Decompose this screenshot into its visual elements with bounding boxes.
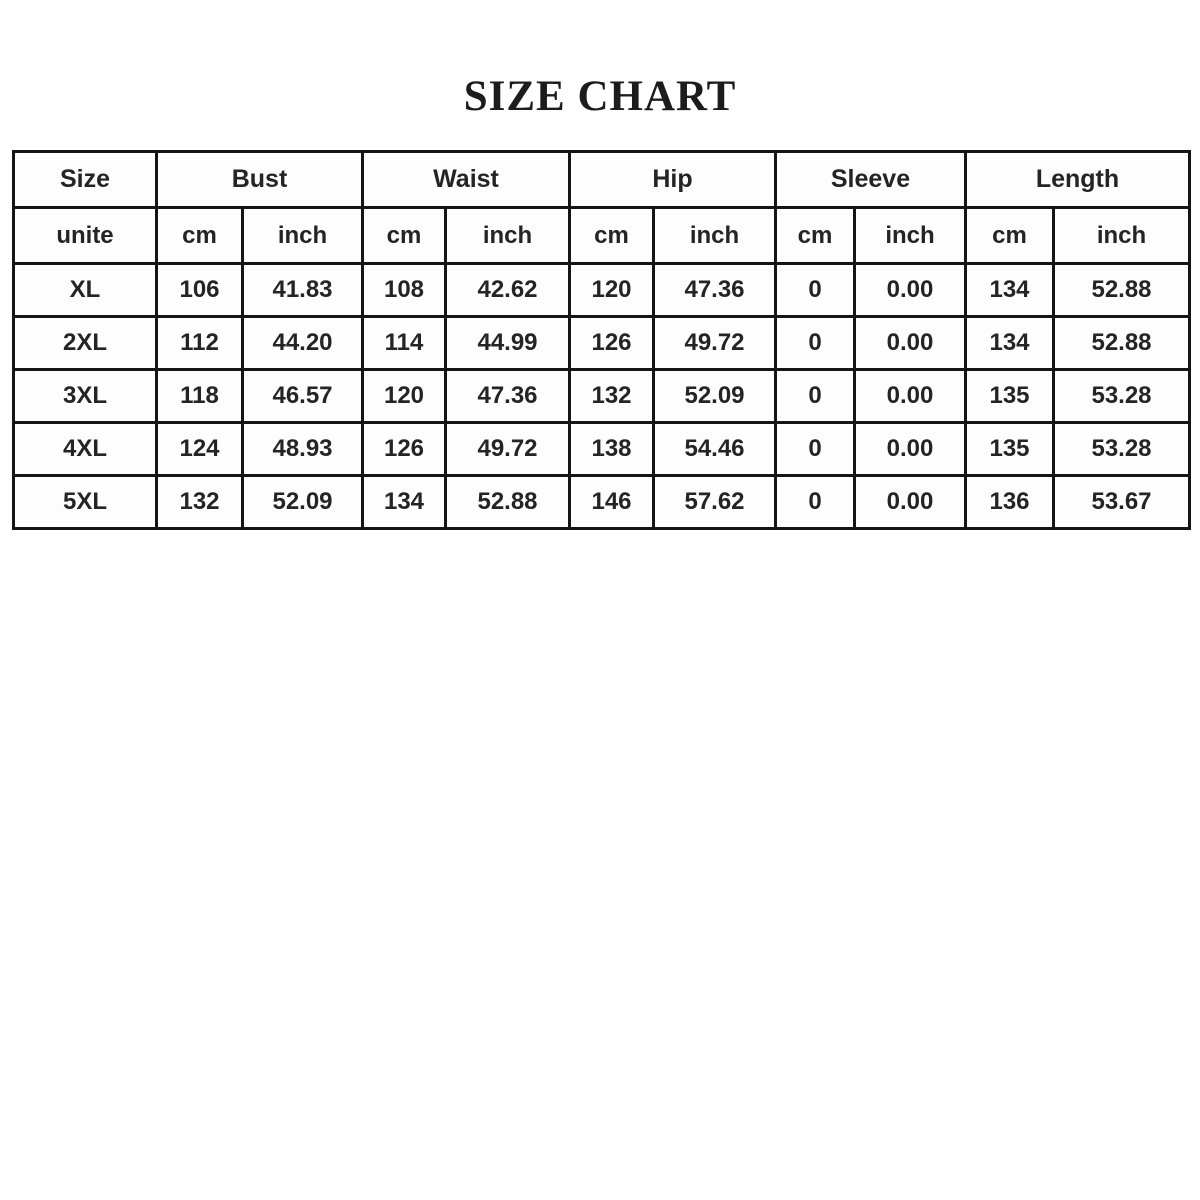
table-cell: 120 (363, 370, 446, 423)
table-cell: 52.88 (446, 476, 570, 529)
table-cell: 52.09 (654, 370, 776, 423)
unit-cell: inch (855, 208, 966, 264)
unit-cell: inch (446, 208, 570, 264)
table-cell: 146 (570, 476, 654, 529)
size-cell: 2XL (14, 317, 157, 370)
table-cell: 48.93 (243, 423, 363, 476)
table-cell: 124 (157, 423, 243, 476)
table-cell: 136 (966, 476, 1054, 529)
table-row-5xl (14, 476, 1190, 529)
table-cell: 52.88 (1054, 264, 1190, 317)
size-cell: 5XL (14, 476, 157, 529)
unit-cell: cm (570, 208, 654, 264)
unit-cell: inch (1054, 208, 1190, 264)
header-hip: Hip (570, 152, 776, 208)
unit-cell: cm (157, 208, 243, 264)
header-sleeve: Sleeve (776, 152, 966, 208)
table-cell: 106 (157, 264, 243, 317)
table-cell: 49.72 (654, 317, 776, 370)
unit-label-cell: unite (14, 208, 157, 264)
unit-cell: inch (654, 208, 776, 264)
table-cell: 0.00 (855, 264, 966, 317)
table-cell: 138 (570, 423, 654, 476)
unit-cell: cm (363, 208, 446, 264)
table-cell: 0 (776, 317, 855, 370)
table-cell: 135 (966, 423, 1054, 476)
table-cell: 52.09 (243, 476, 363, 529)
table-cell: 0.00 (855, 317, 966, 370)
size-cell: XL (14, 264, 157, 317)
header-length: Length (966, 152, 1190, 208)
table-cell: 134 (363, 476, 446, 529)
table-cell: 0 (776, 476, 855, 529)
table-cell: 53.67 (1054, 476, 1190, 529)
table-cell: 54.46 (654, 423, 776, 476)
table-cell: 0 (776, 423, 855, 476)
table-cell: 41.83 (243, 264, 363, 317)
table-row-2xl (14, 317, 1190, 370)
table-cell: 0 (776, 370, 855, 423)
table-row-4xl (14, 423, 1190, 476)
table-header-row (14, 152, 1190, 208)
unit-cell: inch (243, 208, 363, 264)
table-cell: 120 (570, 264, 654, 317)
table-cell: 47.36 (654, 264, 776, 317)
table-cell: 0.00 (855, 423, 966, 476)
table-row-xl (14, 264, 1190, 317)
unit-cell: cm (776, 208, 855, 264)
table-cell: 42.62 (446, 264, 570, 317)
table-cell: 0.00 (855, 476, 966, 529)
table-row-3xl (14, 370, 1190, 423)
table-cell: 132 (570, 370, 654, 423)
table-cell: 0 (776, 264, 855, 317)
header-size: Size (14, 152, 157, 208)
table-cell: 44.20 (243, 317, 363, 370)
table-cell: 126 (570, 317, 654, 370)
table-cell: 0.00 (855, 370, 966, 423)
size-cell: 4XL (14, 423, 157, 476)
table-cell: 44.99 (446, 317, 570, 370)
table-cell: 135 (966, 370, 1054, 423)
size-cell: 3XL (14, 370, 157, 423)
table-cell: 132 (157, 476, 243, 529)
header-waist: Waist (363, 152, 570, 208)
table-cell: 112 (157, 317, 243, 370)
size-chart-table (12, 150, 1191, 530)
table-unit-row (14, 208, 1190, 264)
table-cell: 108 (363, 264, 446, 317)
table-cell: 53.28 (1054, 370, 1190, 423)
table-cell: 46.57 (243, 370, 363, 423)
table-cell: 134 (966, 264, 1054, 317)
table-cell: 52.88 (1054, 317, 1190, 370)
table-cell: 57.62 (654, 476, 776, 529)
table-cell: 114 (363, 317, 446, 370)
unit-cell: cm (966, 208, 1054, 264)
page-title: SIZE CHART (463, 73, 737, 120)
header-bust: Bust (157, 152, 363, 208)
table-cell: 53.28 (1054, 423, 1190, 476)
table-cell: 126 (363, 423, 446, 476)
table-cell: 47.36 (446, 370, 570, 423)
table-cell: 134 (966, 317, 1054, 370)
table-cell: 49.72 (446, 423, 570, 476)
table-cell: 118 (157, 370, 243, 423)
